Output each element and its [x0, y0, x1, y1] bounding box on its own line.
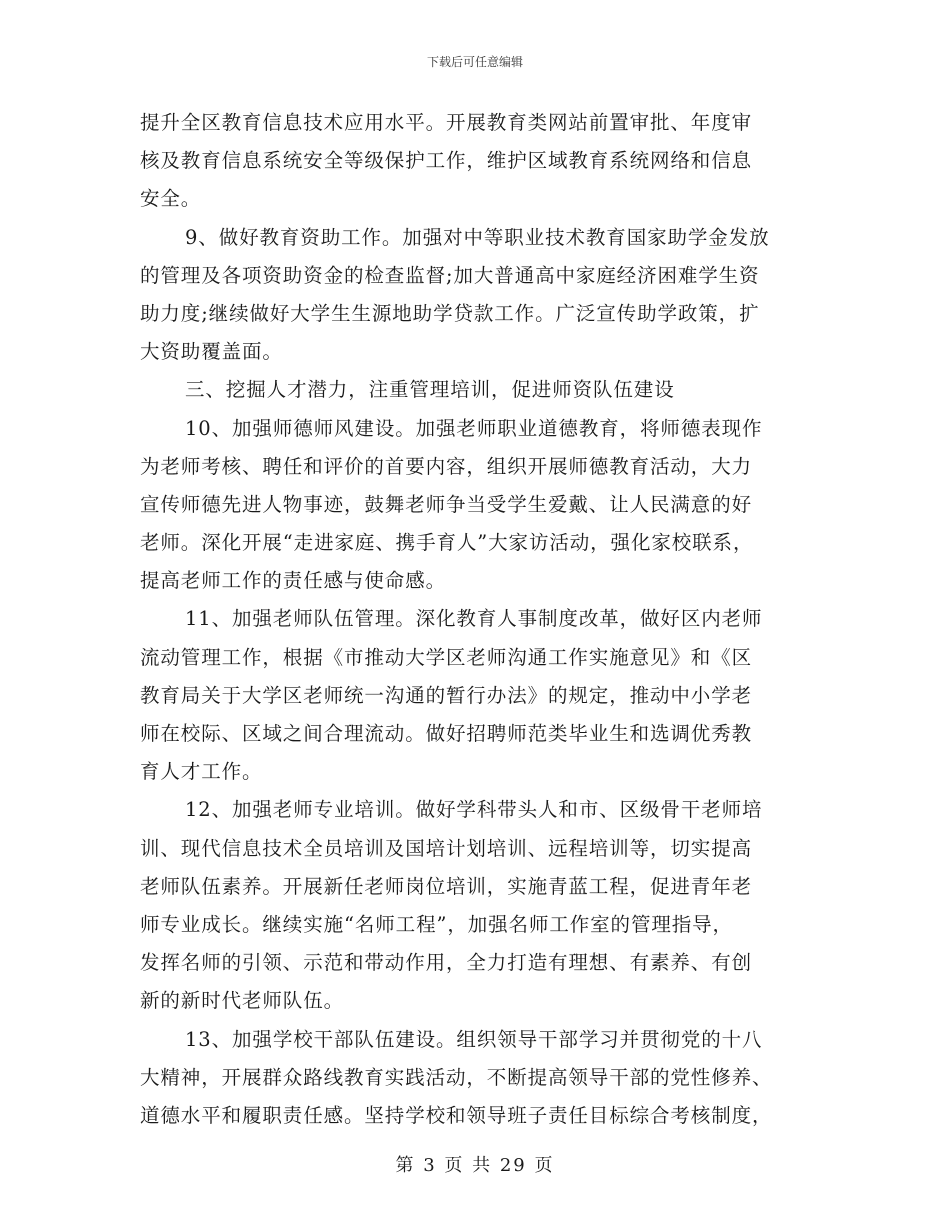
text-line: 助力度;继续做好大学生生源地助学贷款工作。广泛宣传助学政策，扩	[140, 301, 760, 325]
text-line: 12、加强老师专业培训。做好学科带头人和市、区级骨干老师培	[185, 798, 763, 822]
text-line: 训、现代信息技术全员培训及国培计划培训、远程培训等，切实提高	[140, 836, 753, 860]
text-line: 老师队伍素养。开展新任老师岗位培训，实施青蓝工程，促进青年老	[140, 874, 753, 898]
text-line: 宣传师德先进人物事迹，鼓舞老师争当受学生爱戴、让人民满意的好	[140, 492, 753, 516]
text-line: 三、挖掘人才潜力，注重管理培训，促进师资队伍建设	[185, 378, 675, 402]
text-line: 的管理及各项资助资金的检查监督;加大普通高中家庭经济困难学生资	[140, 263, 760, 287]
text-line: 10、加强师德师风建设。加强老师职业道德教育，将师德表现作	[185, 416, 763, 440]
text-line: 大资助覆盖面。	[140, 340, 283, 364]
text-line: 老师。深化开展“走进家庭、携手育人”大家访活动，强化家校联系，	[140, 531, 754, 555]
text-line: 育人才工作。	[140, 760, 263, 784]
text-line: 师在校际、区域之间合理流动。做好招聘师范类毕业生和选调优秀教	[140, 722, 753, 745]
text-line: 为老师考核、聘任和评价的首要内容，组织开展师德教育活动，大力	[140, 454, 753, 478]
text-line: 流动管理工作，根据《市推动大学区老师沟通工作实施意见》和《区	[140, 645, 753, 669]
document-body	[140, 104, 812, 1135]
page-header: 下载后可任意编辑	[426, 55, 523, 69]
text-line: 大精神，开展群众路线教育实践活动，不断提高领导干部的党性修养、	[140, 1065, 773, 1089]
text-line: 新的新时代老师队伍。	[140, 989, 345, 1013]
text-line: 道德水平和履职责任感。坚持学校和领导班子责任目标综合考核制度，	[140, 1103, 773, 1127]
page-number: 第 3 页 共 29 页	[395, 1155, 555, 1176]
text-line: 安全。	[140, 187, 202, 211]
text-line: 核及教育信息系统安全等级保护工作，维护区域教育系统网络和信息	[140, 149, 753, 173]
text-line: 师专业成长。继续实施“名师工程”，加强名师工作室的管理指导，	[140, 912, 733, 936]
text-line: 9、做好教育资助工作。加强对中等职业技术教育国家助学金发放	[185, 225, 770, 249]
text-line: 教育局关于大学区老师统一沟通的暂行办法》的规定，推动中小学老	[140, 683, 753, 707]
text-line: 发挥名师的引领、示范和带动作用，全力打造有理想、有素养、有创	[140, 951, 753, 975]
text-line: 提升全区教育信息技术应用水平。开展教育类网站前置审批、年度审	[140, 111, 753, 134]
text-line: 11、加强老师队伍管理。深化教育人事制度改革，做好区内老师	[185, 607, 763, 631]
text-line: 13、加强学校干部队伍建设。组织领导干部学习并贯彻党的十八	[185, 1027, 763, 1051]
text-line: 提高老师工作的责任感与使命感。	[140, 569, 447, 593]
